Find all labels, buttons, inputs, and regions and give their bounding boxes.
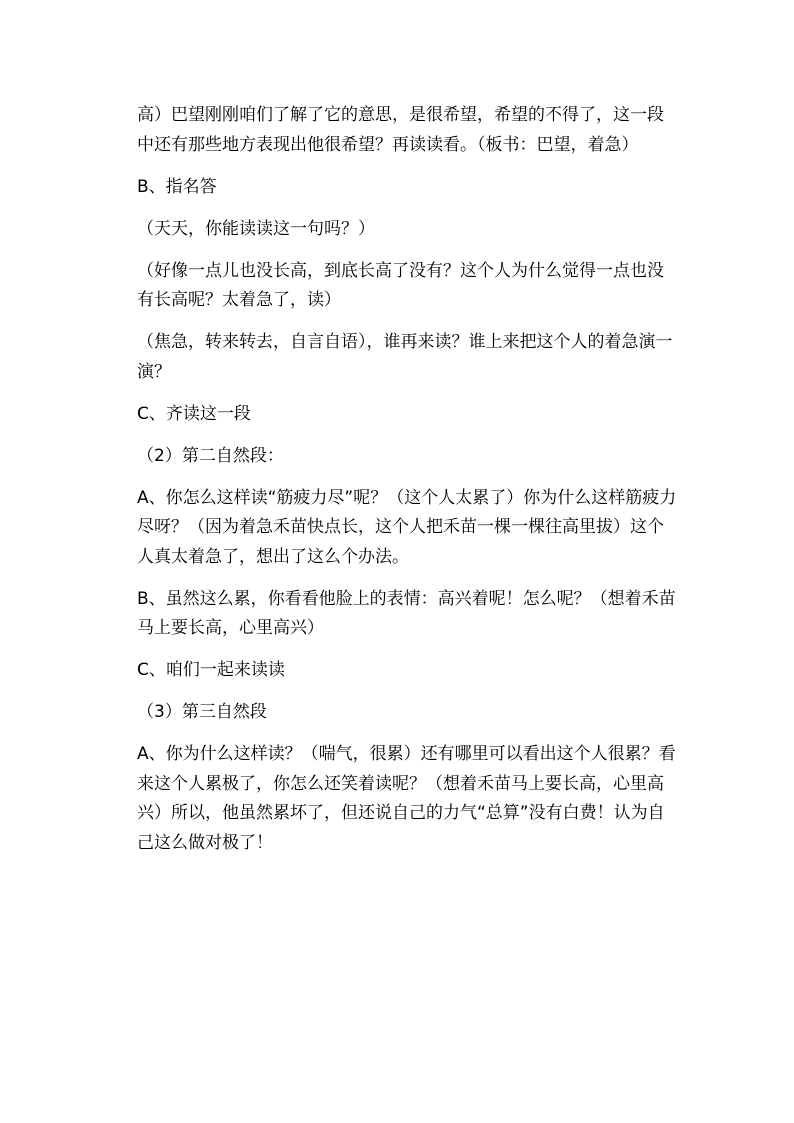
document-body: [137, 101, 677, 871]
paragraph-b-answer: B、指名答: [137, 176, 217, 197]
paragraph-c-read-together: C、齐读这一段: [137, 403, 251, 424]
paragraph-not-growing: （好像一点儿也没长高，到底长高了没有？这个人为什么觉得一点也没有长高呢？太着急了，读）: [137, 260, 664, 310]
paragraph-happy: B、虽然这么累，你看看他脸上的表情：高兴着呢！怎么呢？（想着禾苗马上要长高，心里高兴）: [137, 588, 676, 638]
paragraph-intro: 高）巴望刚刚咱们了解了它的意思，是很希望，希望的不得了，这一段中还有那些地方表现出他很希望？再读读看。（板书：巴望，着急）: [137, 105, 664, 155]
paragraph-tiantian: （天天，你能读读这一句吗？）: [137, 218, 375, 239]
paragraph-read-together-2: C、咱们一起来读读: [137, 660, 285, 680]
paragraph-anxious: （焦急，转来转去，自言自语），谁再来读？谁上来把这个人的着急演一演？: [137, 332, 673, 382]
paragraph-exhausted: A、你怎么这样读“筋疲力尽”呢？（这个人太累了）你为什么这样筋疲力尽呀？（因为着急禾苗快点长，这个人把禾苗一棵一棵往高里拔）这个人真太着急了，想出了这么个办法。: [137, 487, 677, 567]
paragraph-tired: A、你为什么这样读？（喘气，很累）还有哪里可以看出这个人很累？看来这个人累极了，你怎么还笑着读呢？（想着禾苗马上要长高，心里高兴）所以，他虽然累坏了，但还说自己的力气“总算”没有白费！认为自己这么做对极了！: [137, 744, 676, 853]
section-heading-3: （3）第三自然段: [137, 702, 267, 722]
section-heading-2: （2）第二自然段：: [137, 445, 284, 466]
